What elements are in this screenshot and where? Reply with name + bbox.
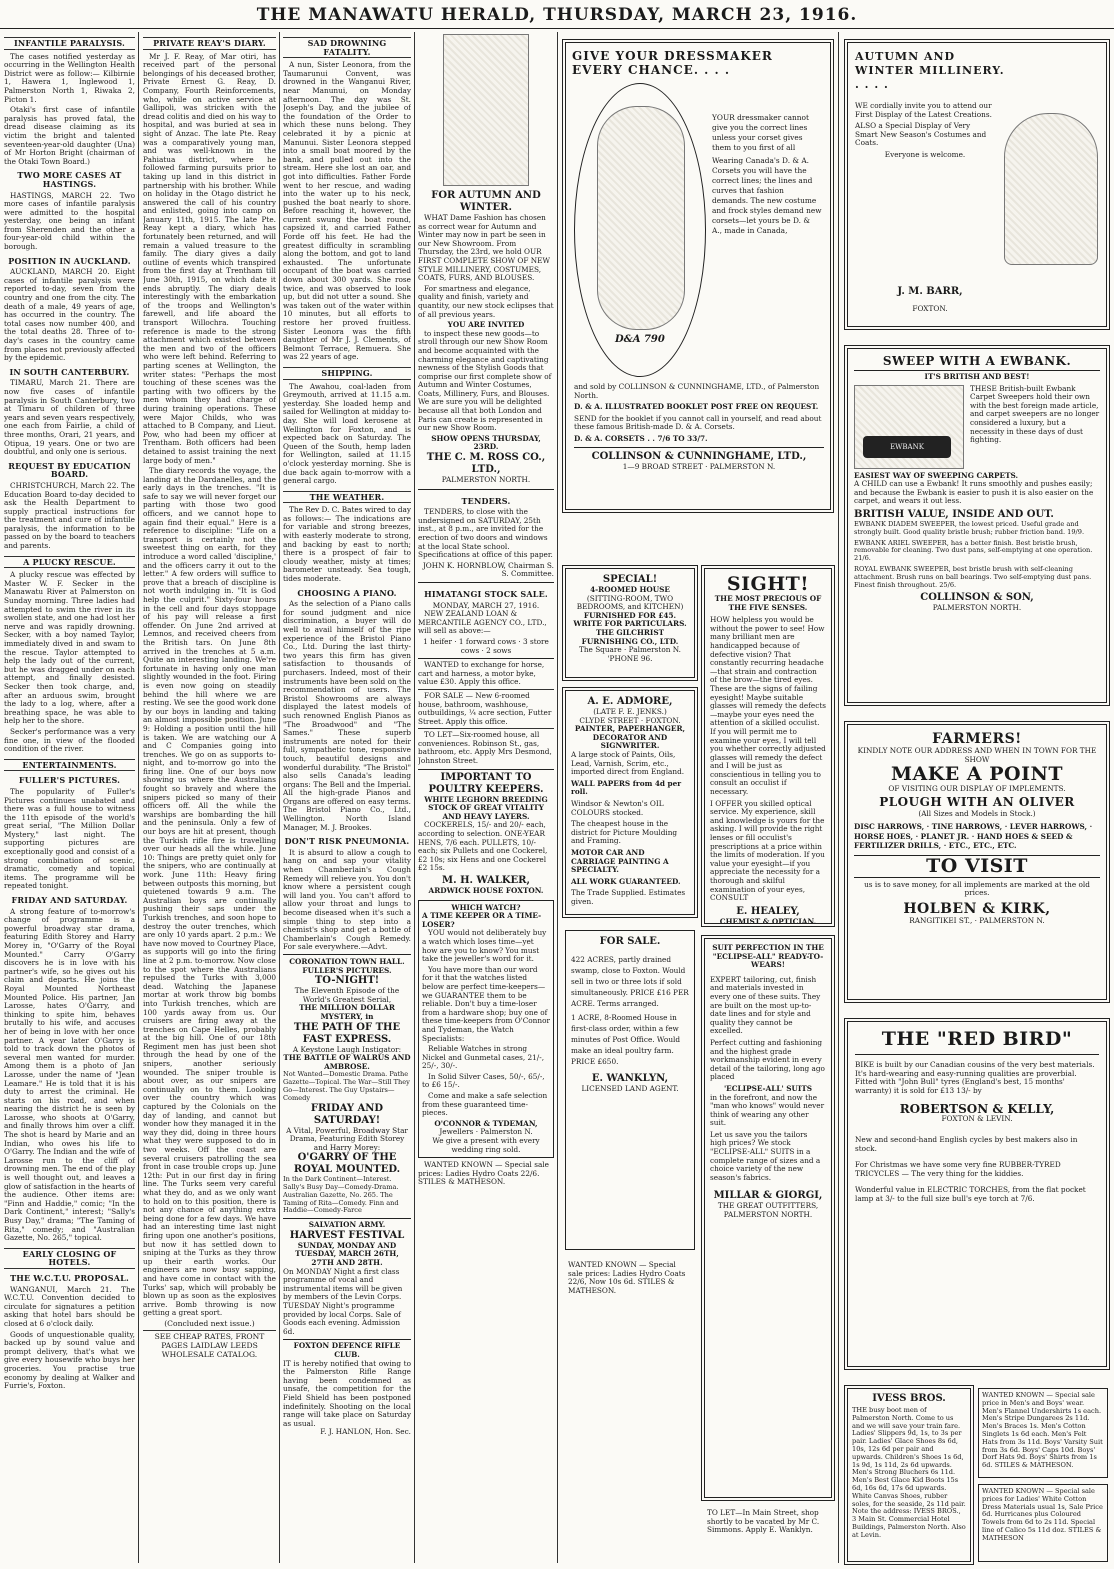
advert-text: For smartness and elegance, quality and finish, variety and quantity, our new stock eclipses that of all previous years. <box>418 283 554 319</box>
tenders-advert <box>418 489 554 579</box>
advert-footer <box>574 383 824 471</box>
salvation-advert <box>283 1218 411 1336</box>
article-note: (Concluded next issue.) <box>164 1318 255 1328</box>
advert-text: WRITE FOR PARTICULARS. <box>573 619 687 629</box>
advert-heading: EASIEST WAY OF SWEEPING CARPETS. <box>854 470 1019 480</box>
advert-text: In Solid Silver Cases, 50/-, 65/-, to £6 15/-. <box>422 1071 545 1090</box>
advert-heading: WHICH WATCH? <box>451 902 521 912</box>
headline: ENTERTAINMENTS. <box>4 759 135 772</box>
headline: DON'T RISK PNEUMONIA. <box>284 836 410 847</box>
column-2 <box>143 32 276 1565</box>
article-text: Otaki's first case of infantile paralysis has proved fatal, the dread disease claiming as its victim the bright and talented seventeen-year-old daughter (Una) of Mr Horton Bright (chairman of the Otaki Town Board.) <box>4 105 135 166</box>
classified-ads-bottom <box>565 1258 695 1564</box>
column-rule <box>557 32 558 1563</box>
implements-advert <box>847 724 1107 1000</box>
advert-text: WE cordially invite you to attend our First Display of the Latest Creations. <box>855 101 992 119</box>
advert-heading: 4-ROOMED HOUSE <box>590 585 670 594</box>
sweeper-advert <box>847 348 1107 703</box>
column-rule <box>138 32 139 1563</box>
advert-heading: THE C. M. ROSS CO., LTD., <box>426 452 546 476</box>
headline: REQUEST BY EDUCATION BOARD. <box>8 460 131 480</box>
advert-heading: MILLAR & GIORGI, <box>713 1190 823 1202</box>
advert-text: BIKE is built by our Canadian cousins of the very best materials. It's hard-wearing and easy-running qualities are proverbial. Fitted with "John Bull" tyres (England's best, 15 months' warranty) it is sold for £13 13/- by <box>855 1060 1095 1095</box>
advert-text: ALSO a Special Display of Very Smart New Season's Costumes and Coats. <box>855 121 987 148</box>
article-text: Secker's performance was a very fine one, in view of the flooded condition of the river. <box>4 726 135 754</box>
advert-text: HOW helpless you would be without the power to see! How many brilliant men are handicapped because of defective vision? That constantly recurring headache—that strain and contraction of the brow—the tired eyes. These are the signs of failing eyesight! Maybe suitable glasses will remedy the defects—maybe your eyes need the attention of a skilled occulist. If you will permit me to examine your eyes, I will tell you whether correctly adjusted glasses will remedy the defect and I will be just as conscientious in telling you to consult an occulist if necessary. <box>710 615 826 797</box>
advert-heading: COLLINSON & CUNNINGHAME, LTD., <box>574 447 824 463</box>
headline: SHIPPING. <box>283 367 411 380</box>
advert-signature: JOHN K. HORNBLOW, Chairman S. S. Committee. <box>422 560 554 579</box>
classified-ad: FOR SALE — New 6-roomed house, bathroom, washhouse, outbuildings, ¼ acre section, Futter Street. Apply this office. <box>418 689 554 726</box>
headline: IN SOUTH CANTERBURY. <box>9 366 130 377</box>
headline: THE W.C.T.U. PROPOSAL. <box>10 1272 129 1283</box>
advert-heading: CORONATION TOWN HALL. <box>289 956 405 966</box>
advert-text: A Keystone Laugh Instigator: <box>292 1044 402 1054</box>
headline: CHOOSING A PIANO. <box>297 587 397 598</box>
advert-heading: FRIDAY AND SATURDAY! <box>310 1102 384 1126</box>
advert-heading: A. E. ADMORE, <box>587 696 673 707</box>
advert-heading: IVESS BROS. <box>872 1393 946 1404</box>
advert-text: A Vital, Powerful, Broadway Star Drama, Featuring Edith Storey and Harry Morey: <box>286 1125 408 1152</box>
land-agent-advert <box>565 930 695 1250</box>
advert-text: EXPERT tailoring, cut, finish and materials invested in every one of these suits. They are built on the most up-to-date lines and for style and quality they cannot be excelled. <box>710 974 821 1036</box>
advert-text: (LATE F. E. JENKS.) <box>593 707 667 716</box>
advert-text: 1 ACRE, 8-Roomed House in first-class order, within a few minutes of Post Office. Would make an ideal poultry farm. PRICE £650. <box>571 1013 681 1066</box>
advert-heading: THE GILCHRIST FURNISHING CO., LTD. <box>581 627 679 646</box>
optician-advert <box>704 568 832 924</box>
advert-text: Jewellers · Palmerston N. <box>439 1127 533 1137</box>
article-text: A plucky rescue was effected by Master W. F. Secker in the Manawatu River at Palmerston on Sunday morning. Three ladies had attempted to swim the river in its swollen state, and one had lost her nerve and was rapidly drowning. Secker, with a boy named Taylor, immediately dived in and swam to the rescue. Taylor attempted to help the lady out of the current, but he was dragged under on each attempt, and finally desisted. Secker then took charge, and, after an arduous swim, brought the lady to a log, where, after a breathing space, he was able to help her to the shore. <box>4 570 135 726</box>
advert-text: A large stock of Paints, Oils, Lead, Varnish, Scrim, etc., imported direct from England. <box>571 749 685 777</box>
furnishing-advert <box>565 568 695 678</box>
advert-heading: HARVEST FESTIVAL <box>289 1229 405 1241</box>
advert-text: CLYDE STREET · FOXTON. <box>579 715 681 725</box>
article-text: HASTINGS, MARCH 22. Two more cases of infantile paralysis were admitted to the hospital yesterday, one being an infant from Sherenden and the other a four-year-old child within the borough. <box>4 190 135 252</box>
column-rule <box>279 32 280 1563</box>
advert-text: THE BATTLE OF WALRUS AND AMBROSE. <box>283 1053 411 1071</box>
advert-text: IT is hereby notified that owing to the Palmerston Rifle Range having been condemned as unsafe, the competition for the Field Shield has been postponed indefinitely. Shooting on the local range will take place on Saturday as usual. <box>283 1358 411 1428</box>
headline: A PLUCKY RESCUE. <box>4 556 135 569</box>
advert-heading: SHOW OPENS THURSDAY, 23RD. <box>431 433 541 452</box>
advert-text: (All Sizes and Models in Stock.) <box>918 808 1036 818</box>
advert-text: SUNDAY, MONDAY AND TUESDAY, MARCH 26TH, 27TH AND 28TH. <box>295 1240 399 1268</box>
advert-text: YOUR dressmaker cannot give you the correct lines unless your corset gives them to you first of all <box>712 113 809 152</box>
advert-text: TUESDAY Night's programme provided by local Corps. Sale of Goods each evening. Admission 6d. <box>283 1301 401 1336</box>
article-text: AUCKLAND, MARCH 20. Eight cases of infantile paralysis were reported to-day, seven from the country and one from the city. The death of a male, 49 years of age, has occurred in the country. The total cases now number 400, and the total deaths 28. Three of to-day's cases in the country came from places not previously affected by the epidemic. <box>4 267 135 363</box>
advert-text: Come and make a safe selection from these guaranteed time-pieces. <box>422 1091 548 1118</box>
rifle-club-advert <box>283 1339 411 1437</box>
classified-ad: WANTED KNOWN — Special sale prices: Ladies Hydro Coats 22/6, Now 10s 6d. STILES & MATHESON. <box>568 1260 686 1295</box>
sweeper-label: EWBANK <box>863 436 951 458</box>
advert-heading: HIMATANGI STOCK SALE. <box>424 588 548 599</box>
advert-text: ALL WORK GUARANTEED. <box>571 876 681 886</box>
advert-text: I OFFER you skilled optical service. My experience, skill and knowledge is yours for the asking. I will provide the right lenses or fill occulist's prescriptions at a price within the limits of moderation. If you value your eyesight—if you appreciate the necessity for a thorough and skilful examination of your eyes, CONSULT <box>710 798 825 903</box>
article-text: TIMARU, March 21. There are now five cases of infantile paralysis in South Canterbury, two at Timaru of children of three years and seven years respectively, one each from Fairlie, a child of three months, Orari, 21 years, and Otipua, 19 years. One or two are doubtful, and only one is serious. <box>4 378 135 457</box>
advert-text: On MONDAY Night a first class programme of vocal and instrumental items will be given by members of the Levin Corps. <box>283 1266 403 1302</box>
advert-heading: TENDERS. <box>461 495 511 506</box>
column-rule <box>414 32 415 1563</box>
article-text: The popularity of Fuller's Pictures continues unabated and there was a full house to witness the 11th episode of the world's great serial, "The Million Dollar Mystery," last night. The supporting pictures are exceptionally good and consist of a strong combination of scenic, dramatic, comedy and topical items. The programme will be repeated tonight. <box>4 786 135 891</box>
advert-text: us is to save money, for all implements are marked at the old prices. <box>864 879 1090 898</box>
advert-text: CHEMIST & OPTICIAN. <box>719 916 817 924</box>
advert-text: KINDLY NOTE OUR ADDRESS AND WHEN IN TOWN FOR THE SHOW <box>857 746 1097 764</box>
advert-text: in the forefront, and now the "man who knows" would never think of wearing any other suit. <box>710 1092 825 1128</box>
fashion-illustration <box>443 34 529 186</box>
classified-ad-box <box>978 1388 1108 1478</box>
article-text: CHRISTCHURCH, March 22. The Education Board to-day decided to ask the Health Department to supply practical instructions for the treatment and cure of infantile paralysis, the information to be passed on by the board to teachers and parents. <box>4 480 135 551</box>
classified-ad-box <box>978 1484 1108 1562</box>
advert-heading: GIVE YOUR DRESSMAKER EVERY CHANCE. . . . <box>572 49 773 77</box>
advert-heading: COLLINSON & SON, <box>920 592 1034 604</box>
advert-text: (SITTING-ROOM, TWO BEDROOMS, and KITCHEN) <box>576 593 684 612</box>
advert-text: WHITE LEGHORN BREEDING STOCK OF GREAT VITALITY AND HEAVY LAYERS. <box>424 794 548 821</box>
advert-text: Reliable Watches in strong Nickel and Gunmetal cases, 21/-, 25/-, 30/-. <box>422 1044 545 1071</box>
advert-text: D. & A. ILLUSTRATED BOOKLET POST FREE ON REQUEST. <box>574 402 819 412</box>
headline: INFANTILE PARALYSIS. <box>4 37 135 50</box>
advert-heading: O'CONNOR & TYDEMAN, <box>434 1118 538 1128</box>
advert-text: Let us save you the tailors high prices? We stock "ECLIPSE-ALL" SUITS in a complete range of sizes and a choice variety of the new season's fabrics. <box>710 1129 821 1182</box>
article-text: A strong feature of to-morrow's change of programme is a powerful broadway star drama, featuring Edith Storey and Harry Morey in, "O'Garry of the Royal Mounted." Carry O'Garry discovers he is in love with his partner's wife, so he gives out his claim and departs. He joins the Royal Mounted Northeast Mounted Police. His partner, Jan Larosse, hates O'Garry, and thinking to spite him, behaves brutally to his wife, and accuses her of being in love with her once partner. A year later O'Garry is told to track down the photos of several men wanted for murder. Among them is a photo of Jan Larosse, under the name of "Jean Leamare." He is told that it is his duty to arrest the criminal. He starts on his road, and when nearing the district he is seen by Larosse, who shoots at O'Garry, and finally throws him over a cliff. The shot is heard by Marie and an Indian, who owes his life to O'Garry. The Indian and the wife of Larosse run to the cliff of drowning men. The end of the play is well thought out, and leaves a glow of satisfaction in the hearts of the audience. Other items are: "Finn and Haddie," comic; "In the Dark Continent," interest; "Sally's Busy Day," drama; "The Taming of Rita," comedy; and "Australian Gazette, No. 265," topical. <box>4 906 135 1243</box>
advert-heading: FOR AUTUMN AND WINTER. <box>431 190 541 213</box>
article-text: The Awahou, coal-laden from Greymouth, arrived at 11.15 a.m. yesterday. She loaded hemp and sailed for Wellington at midday to-day. She will load kerosene at Wellington for Foxton, and is expected back on Saturday. The Queen of the South, hemp laden for Wellington, sailed at 11.15 o'clock yesterday morning. She is due back again to-morrow with a general cargo. <box>283 381 411 486</box>
advert-text: YOU would not deliberately buy a watch which loses time—yet how are you to know? You must take the jeweller's word for it. <box>422 928 547 964</box>
hat-illustration <box>1004 113 1098 265</box>
advert-text: We give a present with every wedding ring sold. <box>432 1136 540 1154</box>
advert-text: LICENSED LAND AGENT. <box>581 1084 679 1093</box>
advert-signature: F. J. HANLON, Hon. Sec. <box>320 1427 411 1437</box>
advert-text: THE busy boot men of Palmerston North. Come to us and we will save your train fare. Ladies' Slippers 9d, 1s, to 3s per pair. Ladies' Glace Shoes 8s 6d, 10s, 12s 6d per pair and upwards. Children's Shoes 1s 6d, 1s 9d, 1s 11d, 2s 6d upwards. Men's Strong Bluchers 6s 11d. Men's Best Glace Kid Boots 15s 6d, 16s 6d, 17s 6d upwards. White Canvas Shoes, rubber soles, for the seaside, 2s 11d pair. Note the address: IVESS BROS., 3 Main St. Commercial Hotel Buildings, Palmerston North. Also at Levin. <box>852 1406 966 1539</box>
advert-heading: BRITISH VALUE, INSIDE AND OUT. <box>854 508 1054 520</box>
article-text: Mr J. F. Reay, of Mar otiri, has received part of the personal belongings of his deceased brother, Private Ernest G. Reay, D. Company, Fourth Reinforcements, who, while on active service at Gallipoli, was stricken with the dread colitis and died on his way to hospital, and was buried at sea in sight of Anzac. The late Pte. Reay was a comparatively young man, and was well-known in the Pahiatua district, where he followed farming pursuits prior to taking up land in this district in partnership with his brother. While on holiday in the Otago district he answered the call of his country and enlisted, going into camp on January 11th, 1915. The late Pte. Reay kept a diary, which has fortunately been returned, and will remain a valued treasure to the family. The diary gives a daily outline of events which transpired from the first day at Trentham till June 30th, 1915, on which date it ends abruptly. The diary deals interestingly with the embarkation of the troops and Wellington's farewell, and life aboard the transport Willochra. Touching reference is made to the strong attachment which existed between the men and two of the officers who were left behind. Referring to parting scenes at Wellington, the writer states: "Perhaps the most touching of these scenes was the parting with two officers by the men whom they had charge of during training operations. These were Major Childs, who was attached to B Company, and Lieut. Pow, who had been my officer at Trentham. Both officers had been detained to assist training the next large body of men." <box>143 51 276 465</box>
painter-advert <box>565 690 695 915</box>
advert-text: NEW ZEALAND LOAN & MERCANTILE AGENCY CO., LTD., will sell as above:— <box>418 609 547 636</box>
corset-model-label: D&A 790 <box>615 334 665 345</box>
advert-text: Everyone is welcome. <box>884 149 966 159</box>
advert-text: SEND for the booklet if you cannot call in yourself, and read about these famous British-made D. & A. Corsets. <box>574 413 822 432</box>
advert-heading: FOR SALE. <box>599 936 661 947</box>
advert-text: The Trade Supplied. Estimates given. <box>571 888 686 906</box>
classified-ad: WANTED to exchange for horse, cart and harness, a motor byke, value £30. Apply this office. <box>418 660 545 687</box>
advert-heading: O'GARRY OF THE ROYAL MOUNTED. <box>293 1152 401 1176</box>
advert-text-block <box>712 113 822 239</box>
advert-text: COCKERELS, 15/- and 20/- each, according to selection. ONE-YEAR HENS, 7/6 each. PULLETS, 10/- each; six Pullets and one Cockerel, £2 10s; six Hens and one Cockerel £2 15s. <box>418 820 548 873</box>
advert-heading: SALVATION ARMY. <box>308 1220 386 1230</box>
advert-heading: THE MOST PRECIOUS OF THE FIVE SENSES. <box>714 594 822 612</box>
advert-text: Not Wanted—Domestic Drama. Pathe Gazette—Topical. The War—Still They Go—Interest. The Guy Upstairs—Comedy <box>283 1070 410 1102</box>
advert-text: 1 heifer · 1 forward cows · 3 store cows · 2 sows <box>423 636 549 655</box>
advert-heading: TO-NIGHT! <box>314 975 380 987</box>
advert-heading: J. M. BARR, <box>897 286 963 297</box>
advert-text: New and second-hand English cycles by best makers also in stock. <box>855 1134 1078 1153</box>
article-text: The Rev D. C. Bates wired to day as follows:— The indications are for variable and strong breezes, with easterly moderate to strong, and backing by east to north; there is a prospect of fair to cloudy weather, misty at times; barometer unsteady. Sea tough, tides moderate. <box>283 505 411 584</box>
article-text: The diary records the voyage, the landing at the Dardanelles, and the early days in the trenches. "It is safe to say we will never forget our parting with those two good officers, and we cannot hope to again find their equal." Here is a reference to discipline: "Life on a transport is certainly not the sweetest thing on earth, for they introduce a word called 'discipline,' and the officers carry it out to the letter." A few orders will suffice to prove that a breach of discipline is not worth indulging in. "It is God help the culprit." Sixty-four hours in the cell and four days stoppage of his pay will release a first offender. On June 2nd arrived at Lemnos, and received cheers from the British tars. On June 8th arrived in the trenches at 5 a.m. Quite an interesting landing. We're fortunate in having only one man slightly wounded in the foot. Firing is even now going on steadily behind the hill where we are resting. We see the good work done by our boys in landing and taking an almost impossible position. June 9: Holding a position until the hill is taken. We are watching our A and C Companies going into trenches. We go on as supports to-night, and to-morrow go into the firing line. One of our boys now showing us where the Australians fought so bravely and where the snipers picked so many of their officers off. All the while the warships are bombarding the hill and the peninsula. Only a few of our boys are hit at present, though the Turkish rifle fire is travelling over our heads all the while. June 10: Things are pretty quiet only for the snipers, who are continually at work. June 11th: Heavy firing between outposts this morning, but quietened towards 9 a.m. The Australian boys are continually pushing their saps under the Turkish trenches, and soon hope to destroy the outer trenches, which are only 10 yards apart. 2 p.m.: We have now moved to Courtney Place, as supports will go into the firing line at 2 p.m. to-morrow. Now close to the spot where the Australians repulsed the Turks with 3,000 dead. Watching the Japanese mortar at work throw big bombs into Turkish trenches, which are 100 yards away from us. Our cruisers are firing away at the trenches on Cape Helles, probably at the big hill. One of our 18th Regiment men has just been shot through the head by one of the snipers, another seriously wounded. The sniper trouble is about over, as our snipers are continually on to them. Looking over the country which was captured by the Colonials on the day of landing, and cannot but wonder how they managed it in the way they did, doing in three hours what they were supposed to do in two weeks. Off the coast are several cruisers patrolling the sea front in case trouble crops up. June 12th: Put in our first day in firing line. The Turks seem very careful what they do, and as we only want to hold on to this position, there is not any chance of anything extra being done for a few days. We have had an interesting time last night firing upon one another's positions, but now it has settled down to sniping at the Turks as they throw up their earth works. Our engineers are now busy sapping, and have come in contact with the Turks' sap, which will probably be blown up as soon as the explosives arrive. Bomb throwing is now getting a great sport. <box>143 466 276 1318</box>
advert-text: THESE British-built Ewbank Carpet Sweepers hold their own with the best foreign made article, and carpet sweepers are no longer considered a luxury, but a necessity in these days of dust fighting. <box>970 383 1100 445</box>
advert-intro <box>854 385 1100 469</box>
advert-text: RANGITIKEI ST., · PALMERSTON N. <box>909 916 1045 926</box>
watch-advert <box>418 900 554 1159</box>
stock-sale-advert <box>418 582 554 655</box>
oval-frame <box>574 83 706 377</box>
bicycle-advert <box>847 1021 1107 1367</box>
advert-text: The cheapest house in the district for Picture Moulding and Framing. <box>571 819 678 846</box>
advert-heading: M. H. WALKER, <box>442 875 530 886</box>
headline: FRIDAY AND SATURDAY. <box>11 895 128 906</box>
advert-heading: IMPORTANT TO POULTRY KEEPERS. <box>428 771 544 795</box>
advert-text: D. & A. CORSETS . . 7/6 TO 33/7. <box>574 433 708 443</box>
advert-text: A CHILD can use a Ewbank! It runs smoothly and pushes easily; and because the Ewbank is easier to push it is also easier on the carpet, and wears it out less. <box>854 479 1094 506</box>
advert-text: OF VISITING OUR DISPLAY OF IMPLEMENTS. <box>888 784 1066 794</box>
headline: SAD DROWNING FATALITY. <box>283 37 411 58</box>
article-text: A nun, Sister Leonora, from the Taumarunui Convent, was drowned in the Wanganui River, near Manunui, on Monday afternoon. The day was St. Joseph's Day, and the jubilee of the foundation of the Order to which these nuns belong. They celebrated it by a picnic at Manunui. Sister Leonora stepped into a small boat moored by the bank, and pulled out into the stream. Here she lost an oar, and got into difficulties. Father Forde went to her rescue, and wading into the water up to his neck, pushed the boat nearly to shore. Before reaching it, however, the current swung the boat round, capsized it, and carried Father Forde off his feet. He had the greatest difficulty in scrambling along the bottom, and got to land exhausted. The unfortunate occupant of the boat was carried down about 300 yards. She rose twice, and was observed to look up, but did not utter a sound. She was taken out of the water within 10 minutes, but all efforts to restore her proved fruitless. Sister Leonora was the fifth daughter of Mr J. J. Clements, of Belmont Terrace, Remuera. She was 22 years of age. <box>283 60 411 362</box>
advert-text: MONDAY, MARCH 27, 1916. <box>432 600 540 610</box>
article-text: The cases notified yesterday as occurring in the Wellington Health District were as follow:— Kilbirnie 1, Hawera 1, Inglewood 1, Palmerston North 1, Riwaka 2, Picton 1. <box>4 51 135 104</box>
advert-text: to inspect these new goods—to stroll through our new Show Room and become acquainted with the charming elegance and captivating newness of the Stylish Goods that comprise our first complete show of Autumn and Winter Costumes, Coats, Millinery, Furs, and Blouses. We are sure you will be delighted because all that both London and Paris can create is represented in our new Show Room. <box>418 328 552 433</box>
advert-text: MOTOR CAR AND CARRIAGE PAINTING A SPECIALTY. <box>571 847 669 875</box>
advert-heading: HOLBEN & KIRK, <box>903 901 1051 918</box>
suit-advert <box>704 938 832 1498</box>
advert-text: TENDERS, to close with the undersigned on SATURDAY, 25th inst., at 8 p.m., are invited for the erection of two doors and windows at the local State school. Specifications at office of this paper. <box>418 507 553 560</box>
headline: EARLY CLOSING OF HOTELS. <box>4 1248 135 1269</box>
advert-heading: FULLER'S PICTURES. <box>302 965 392 975</box>
advert-heading: E. HEALEY, <box>736 905 800 917</box>
sweeper-illustration <box>854 385 964 469</box>
advert-text: Windsor & Newton's OIL COLOURS stocked. <box>571 798 664 817</box>
advert-heading: THE PATH OF THE FAST EXPRESS. <box>293 1021 401 1045</box>
implements-list: DISC HARROWS, · TINE HARROWS, · LEVER HARROWS, · HORSE HOES, · PLANET JR. · HAND HOES & SEED & FERTILIZER DRILLS, · ETC., ETC., ETC. <box>854 822 1093 851</box>
column-4 <box>418 32 554 1565</box>
poultry-advert <box>418 769 554 896</box>
advert-heading: FOXTON DEFENCE RIFLE CLUB. <box>293 1341 401 1359</box>
corset-illustration <box>597 106 685 330</box>
headline: POSITION IN AUCKLAND. <box>8 255 131 266</box>
advert-heading: SPECIAL! <box>602 574 658 585</box>
headline: PRIVATE REAY'S DIARY. <box>143 37 276 50</box>
classified-ads-bottom <box>704 1506 832 1564</box>
article-text: Goods of unquestionable quality, backed up by sound value and prompt delivery, that's what we give every housewife who buys her groceries. You practise true economy by dealing at Walker and Furrie's, Foxton. <box>4 1329 135 1391</box>
headline: FULLER'S PICTURES. <box>18 775 121 786</box>
corset-advert <box>565 42 831 510</box>
advert-text: Wearing Canada's D. & A. Corsets you will have the correct lines; the lines and curves that fashion demands. The new costume and frock styles demand new corsets—let yours be D. & A., made in Canada, <box>712 156 822 235</box>
masthead: THE MANAWATU HERALD, THURSDAY, MARCH 23, 1916. <box>0 0 1114 29</box>
classified-ad: WANTED KNOWN — Special sale price in Men's and Boys' wear. Men's Flannel Undershirts 1s each. Men's Stripe Dungarees 2s 11d. Men's Braces 1s. Men's Cotton Singlets 1s 6d each. Men's Felt Hats from 3s 11d. Boys' Varsity Suit from 3s 6d. Boys' Caps 10d. Boys' Dorf Hats 9d. Boys' Shirts from 1s 6d. STILES & MATHESON. <box>982 1391 1103 1470</box>
advert-text: The Square · Palmerston N. 'PHONE 96. <box>578 645 681 663</box>
advert-heading: 'ECLIPSE-ALL' SUITS <box>723 1083 813 1093</box>
advert-text: The Eleventh Episode of the World's Greatest Serial, <box>294 986 400 1004</box>
advert-text: ARDWICK HOUSE FOXTON. <box>428 886 544 895</box>
advert-text: Perfect cutting and fashioning and the highest grade workmanship evident in every detail of the tailoring, long ago placed <box>710 1037 825 1082</box>
advert-heading: TO VISIT <box>854 855 1100 878</box>
advert-heading: THE "RED BIRD" <box>855 1029 1099 1055</box>
coronation-advert <box>283 954 411 1215</box>
advert-text: For Christmas we have some very fine RUBBER-TYRED TRICYCLES — The very thing for the kiddies. <box>855 1160 1061 1178</box>
advert-line: SEE CHEAP RATES, FRONT PAGES LAIDLAW LEEDS WHOLESALE CATALOG. <box>143 1330 276 1359</box>
advert-heading: IT'S BRITISH AND BEST! <box>924 372 1030 381</box>
advert-heading: ROBERTSON & KELLY, <box>899 1102 1055 1117</box>
advert-text: WHAT Dame Fashion has chosen as correct wear for Autumn and Winter may now in part be seen in our New Showroom. From Thursday, the 23rd, we hold OUR FIRST COMPLETE SHOW OF NEW STYLE MILLINERY, COSTUMES, COATS, FURS, AND BLOUSES. <box>418 213 550 283</box>
column-3 <box>283 32 411 1565</box>
advert-text: FURNISHED FOR £45. <box>583 610 677 620</box>
classified-ads <box>418 658 554 766</box>
advert-text: EWBANK ARIEL SWEEPER, has a better finish. Best bristle brush, removable for cleaning. Two dust pans, self-emptying at one operation. 21/6. <box>854 538 1093 563</box>
advert-heading: YOU ARE INVITED <box>447 320 525 330</box>
advert-text: 1—9 BROAD STREET · PALMERSTON N. <box>622 461 776 471</box>
advert-text: PALMERSTON NORTH. <box>932 603 1022 613</box>
advert-heading: E. WANKLYN, <box>591 1073 669 1084</box>
headline: THE WEATHER. <box>283 491 411 504</box>
advert-heading: AUTUMN AND WINTER MILLINERY. . . . . <box>855 50 1005 91</box>
advert-heading: MAKE A POINT <box>891 763 1063 786</box>
classified-ad: TO LET—Six-roomed house, all conveniences. Robinson St., gas, bathroom, etc. Apply Mrs Desmond, Johnston Street. <box>418 728 554 765</box>
advert-heading: FARMERS! <box>932 731 1022 747</box>
advert-text: PALMERSTON NORTH. <box>723 1210 813 1220</box>
advert-text: THE MILLION DOLLAR MYSTERY, in <box>299 1003 395 1021</box>
advert-text: ROYAL EWBANK SWEEPER, best bristle brush with self-cleaning attachment. Brush runs on ball bearings. Two self-emptying dust pans. Finest finish throughout. 25/6. <box>854 564 1092 589</box>
article-text: As the selection of a Piano calls for sound judgment and nice discrimination, a buyer will do well to avail himself of the ripe experience of the Bristol Piano Co., Ltd. During the last thirty-two years this firm has given satisfaction to thousands of purchasers. Indeed, most of their instruments have been sold on the recommendation of users. The Bristol Showrooms are always displayed the latest models of such renowned English Pianos as "The Broadwood" and "The Sames." These superb instruments are noted for their full, sympathetic tone, responsive touch, beautiful designs and wonderful durability. "The Bristol" also sells Canada's leading organs: The Bell and the Imperial. All the high-grade Pianos and Organs are offered on easy terms. The Bristol Piano Co., Ltd., Wellington. North Island Manager, M. J. Brookes. <box>283 599 411 832</box>
advert-text: FOXTON. <box>912 304 948 314</box>
advert-heading: SIGHT! <box>726 573 810 595</box>
advert-heading: SUIT PERFECTION IN THE "ECLIPSE-ALL" READY-TO-WEARS! <box>712 943 824 970</box>
classified-ad: WANTED KNOWN — Special sale prices for Ladies' White Cotton Dress Materials usual 1s, Sale Price 6d. Hurricanes plus Coloured Towels from 6d to 2s 11d. Special line of Calico 5s 11d doz. STILES & MATHESON <box>982 1487 1103 1542</box>
classified-ad: WANTED KNOWN — Special sale prices: Ladies Hydro Coats 22/6. STILES & MATHESON. <box>418 1160 549 1187</box>
advert-text: You have more than our word for it that the watches listed below are perfect time-keepers—we GUARANTEE them to be reliable. Don't buy a time-loser from a hardware shop; buy one of these time-keepers from O'Connor and Tydeman, the Watch Specialists: <box>422 964 550 1043</box>
advert-text: THE GREAT OUTFITTERS, <box>717 1201 819 1211</box>
advert-text: PALMERSTON NORTH. <box>441 475 531 485</box>
boot-advert <box>847 1388 971 1562</box>
advert-text: In the Dark Continent—Interest. Sally's Busy Day—Comedy-Drama. Australian Gazette, No. 265. The Taming of Rita—Comedy. Finn and Haddie—Comedy-Farce <box>283 1175 399 1215</box>
article-text: WANGANUI, March 21. The W.C.T.U. Convention decided to circulate for signatures a petition asking that hotel bars should be closed at 6 o'clock daily. <box>4 1284 135 1328</box>
advert-heading: PLOUGH WITH AN OLIVER <box>879 794 1075 809</box>
advert-text: Wonderful value in ELECTRIC TORCHES, from the flat pocket lamp at 3/- to the full size bull's eye torch at 7/6. <box>855 1185 1086 1203</box>
millinery-advert <box>847 42 1107 327</box>
advert-text: FOXTON & LEVIN. <box>941 1114 1013 1124</box>
advert-text: EWBANK DIADEM SWEEPER, the lowest priced. Useful grade and strongly built. Good quality bristle brush; rubber friction band. 19/9. <box>854 519 1085 536</box>
advert-text-block <box>855 102 995 160</box>
column-1 <box>4 32 135 1565</box>
advert-text: WALL PAPERS from 4d per roll. <box>571 778 682 797</box>
advert-heading: A TIME KEEPER OR A TIME-LOSER? <box>422 911 542 929</box>
headline: TWO MORE CASES AT HASTINGS. <box>17 170 122 189</box>
advert-text: PAINTER, PAPERHANGER, DECORATOR AND SIGNWRITER. <box>574 724 686 751</box>
advert-text: 422 ACRES, partly drained swamp, close to Foxton. Would sell in two or three lots if sold simultaneously. PRICE £16 PER ACRE. Terms arranged. <box>571 955 689 1008</box>
column-rule <box>838 32 839 1563</box>
advert-text: and sold by COLLINSON & CUNNINGHAME, LTD., of Palmerston North. <box>574 382 820 400</box>
advert-heading: SWEEP WITH A EWBANK. <box>854 355 1100 371</box>
article-text: It is absurd to allow a cough to hang on and sap your vitality when Chamberlain's Cough Remedy will relieve you. You don't know where a persistent cough will land you. You can't afford to allow your throat and lungs to become diseased when it's such a simple thing to step into a chemist's shop and get a bottle of Chamberlain's Cough Remedy. For sale everywhere.—Advt. <box>283 847 411 952</box>
classified-ad: TO LET—In Main Street, shop shortly to be vacated by Mr C. Simmons. Apply E. Wanklyn. <box>707 1508 820 1535</box>
